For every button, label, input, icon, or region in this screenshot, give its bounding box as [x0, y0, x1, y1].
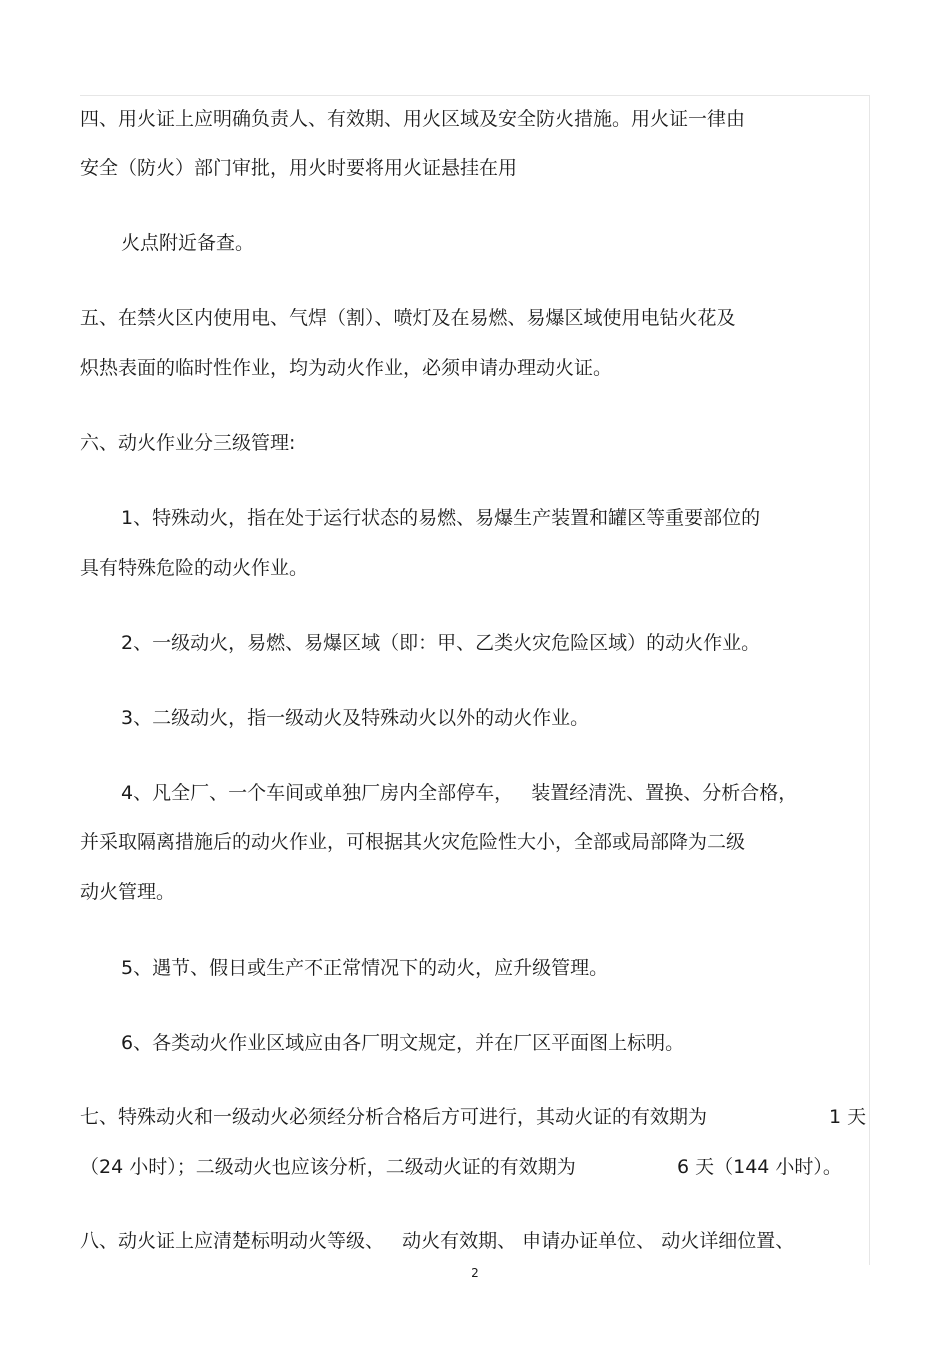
item-3-line: 3、二级动火，指一级动火及特殊动火以外的动火作业。 [121, 707, 590, 729]
item-6-line: 6、各类动火作业区域应由各厂明文规定，并在厂区平面图上标明。 [121, 1032, 685, 1054]
paragraph-7-line-2: （24 小时）；二级动火也应该分析，二级动火证的有效期为 [80, 1156, 576, 1178]
page-right-rule [869, 95, 870, 1265]
paragraph-7-line-2-end: 6 天（144 小时）。 [677, 1156, 842, 1178]
item-2-line: 2、一级动火，易燃、易爆区域（即：甲、乙类火灾危险区域）的动火作业。 [121, 632, 761, 654]
item-4-line-1: 4、凡全厂、一个车间或单独厂房内全部停车， 装置经清洗、置换、分析合格， [121, 782, 798, 804]
paragraph-8-line-1: 八、动火证上应清楚标明动火等级、 动火有效期、 申请办证单位、 动火详细位置、 [80, 1230, 795, 1252]
paragraph-4-line-3: 火点附近备查。 [121, 232, 255, 254]
paragraph-7-line-1: 七、特殊动火和一级动火必须经分析合格后方可进行，其动火证的有效期为 [80, 1106, 708, 1128]
paragraph-4-line-1: 四、用火证上应明确负责人、有效期、用火区域及安全防火措施。用火证一律由 [80, 108, 746, 130]
paragraph-7-line-1-end: 1 天 [829, 1106, 867, 1128]
page-number: 2 [471, 1266, 479, 1280]
paragraph-4-line-2: 安全（防火）部门审批，用火时要将用火证悬挂在用 [80, 157, 518, 179]
paragraph-5-line-1: 五、在禁火区内使用电、气焊（割）、喷灯及在易燃、易爆区域使用电钻火花及 [80, 307, 736, 329]
paragraph-6-heading: 六、动火作业分三级管理: [80, 432, 296, 454]
page-top-rule [80, 95, 870, 96]
item-5-line: 5、遇节、假日或生产不正常情况下的动火，应升级管理。 [121, 957, 609, 979]
item-4-line-2: 并采取隔离措施后的动火作业，可根据其火灾危险性大小，全部或局部降为二级 [80, 831, 746, 853]
item-4-line-3: 动火管理。 [80, 881, 176, 903]
item-1-line-1: 1、特殊动火，指在处于运行状态的易燃、易爆生产装置和罐区等重要部位的 [121, 507, 761, 529]
paragraph-5-line-2: 炽热表面的临时性作业，均为动火作业，必须申请办理动火证。 [80, 357, 613, 379]
item-1-line-2: 具有特殊危险的动火作业。 [80, 557, 309, 579]
